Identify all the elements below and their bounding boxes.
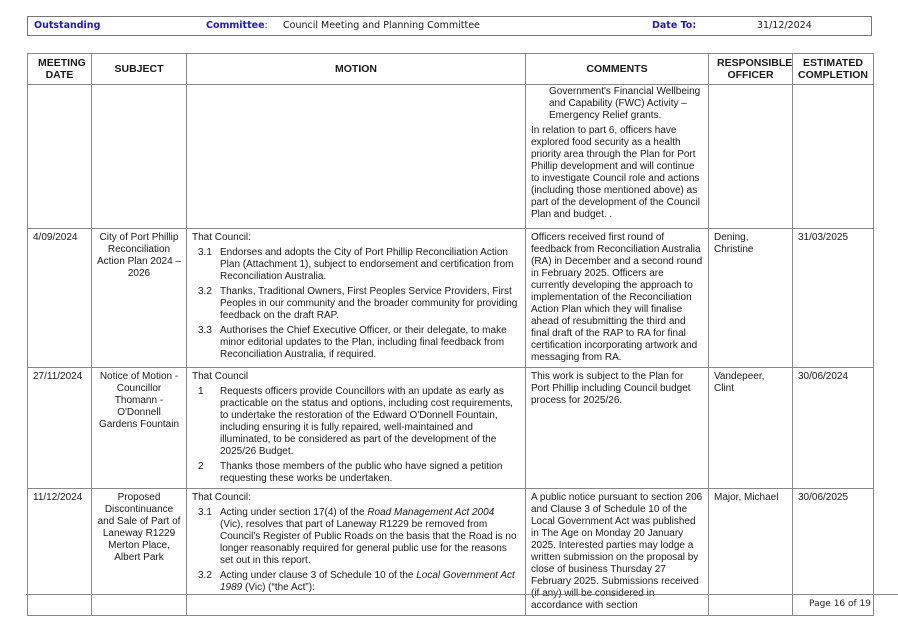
meeting-date-cell: 27/11/2024 (28, 368, 92, 489)
motion-intro: That Council (192, 371, 249, 382)
motion-intro: That Council: (192, 492, 251, 503)
comments-cell: Officers received first round of feedback from Reconciliation Australia (RA) in December and a second round in February 2025. Officers are currently developing the approach to implementation of the Reconciliation Action Plan which they will finalise ahead of resubmitting the third and final draft of the RAP to RA for final certification incorporating artwork and messaging from RA. (526, 229, 709, 368)
footer-divider (26, 594, 898, 595)
responsible-officer-cell: Dening, Christine (709, 229, 793, 368)
motion-cell (187, 229, 526, 368)
motion-item-text: Thanks those members of the public who have signed a petition requesting these works be undertaken. (220, 461, 503, 484)
responsible-officer-cell: Vandepeer, Clint (709, 368, 793, 489)
motion-item-number: 3.3 (198, 325, 212, 336)
motion-item (192, 461, 520, 485)
subject-cell: City of Port Phillip Reconciliation Action Plan 2024 – 2026 (92, 229, 187, 368)
motion-item-number: 3.2 (198, 570, 212, 581)
column-header-responsible-officer: RESPONSIBLE OFFICER (709, 54, 793, 85)
motion-item-number: 3.1 (198, 247, 212, 258)
meeting-date-cell: 11/12/2024 (28, 489, 92, 616)
motion-item-text: Authorises the Chief Executive Officer, or their delegate, to make minor editorial updates to the Plan, including final feedback from Reconciliation Australia, if required. (220, 325, 507, 360)
motion-item (192, 507, 520, 567)
column-header-meeting-date: MEETING DATE (28, 54, 92, 85)
motion-cell (187, 368, 526, 489)
table-row (28, 368, 874, 489)
responsible-officer-cell: Major, Michael (709, 489, 793, 616)
page-number: Page 16 of 19 (809, 599, 871, 609)
motion-item-number: 1 (198, 386, 204, 397)
motion-item-text: Endorses and adopts the City of Port Phillip Reconciliation Action Plan (Attachment 1), subject to endorsement and certification from Reconciliation Australia. (220, 247, 514, 282)
column-header-motion: MOTION (187, 54, 526, 85)
motion-item (192, 286, 520, 322)
motion-item-number: 3.2 (198, 286, 212, 297)
motion-text-post: (Vic) (“the Act”): (242, 582, 315, 593)
motion-text-pre: Acting under clause 3 of Schedule 10 of the (220, 570, 417, 581)
table-row (28, 489, 874, 616)
meeting-date-cell (28, 85, 92, 229)
table-row (28, 85, 874, 229)
act-name: Road Management Act 2004 (367, 507, 495, 518)
motion-item-text (220, 570, 520, 594)
column-header-subject: SUBJECT (92, 54, 187, 85)
motion-item-number: 2 (198, 461, 204, 472)
column-header-comments: COMMENTS (526, 54, 709, 85)
motion-item-text: Requests officers provide Councillors with an update as early as practicable on the status and options, including cost requirements, to undertake the restoration of the Edward O'Donnell Fountain, including ensuring it is fully repaired, well-maintained and illuminated, to be considered as part of the development of the 2025/26 Budget. (220, 386, 513, 457)
table-header-row (28, 54, 874, 85)
comment-paragraph: Government's Financial Wellbeing and Capability (FWC) Activity – Emergency Relief grants. (549, 86, 701, 121)
estimated-completion-cell: 31/03/2025 (793, 229, 874, 368)
column-header-estimated-completion: ESTIMATED COMPLETION (793, 54, 874, 85)
subject-cell: Notice of Motion - Councillor Thomann - O'Donnell Gardens Fountain (92, 368, 187, 489)
motion-item (192, 325, 520, 361)
motion-cell (187, 489, 526, 616)
estimated-completion-cell: 30/06/2024 (793, 368, 874, 489)
committee-label: Committee (206, 20, 265, 31)
committee-label-group (206, 20, 268, 31)
estimated-completion-cell: 30/06/2025 (793, 489, 874, 616)
motion-text-post: (Vic), resolves that part of Laneway R1229 be removed from Council's Register of Public Roads on the basis that the Road is no longer reasonably required for general public use for the reasons set out in this report. (220, 519, 517, 566)
motion-text-pre: Acting under section 17(4) of the (220, 507, 368, 518)
status-label: Outstanding (34, 20, 101, 31)
meeting-date-cell: 4/09/2024 (28, 229, 92, 368)
motion-item (192, 570, 520, 594)
motion-item (192, 247, 520, 283)
outstanding-actions-table (27, 53, 874, 616)
subject-cell: Proposed Discontinuance and Sale of Part of Laneway R1229 Merton Place, Albert Park (92, 489, 187, 616)
committee-value: Council Meeting and Planning Committee (283, 20, 480, 31)
comments-cell: A public notice pursuant to section 206 and Clause 3 of Schedule 10 of the Local Government Act was published in The Age on Monday 20 January 2025. Interested parties may lodge a written submission on the proposal by close of business Thursday 27 February 2025. Submissions received (if any) will be considered in accordance with section (526, 489, 709, 616)
motion-item-number: 3.1 (198, 507, 212, 518)
responsible-officer-cell (709, 85, 793, 229)
motion-item (192, 386, 520, 458)
motion-item-text (220, 507, 520, 567)
comment-paragraph: In relation to part 6, officers have explored food security as a health priority area through the Plan for Port Phillip development and will continue to investigate Council role and actions (including those mentioned above) as part of the development of the Council Plan and budget. . (531, 125, 700, 220)
comments-cell: This work is subject to the Plan for Port Phillip including Council budget process for 2025/26. (526, 368, 709, 489)
table-row (28, 229, 874, 368)
subject-cell (92, 85, 187, 229)
estimated-completion-cell (793, 85, 874, 229)
comments-cell (526, 85, 709, 229)
motion-item-text: Thanks, Traditional Owners, First Peoples Service Providers, First Peoples in our community and the broader community for providing feedback on the draft RAP. (220, 286, 518, 321)
report-filter-bar (27, 16, 872, 36)
committee-colon: : (264, 20, 268, 31)
date-to-label: Date To: (652, 20, 697, 31)
act-name: Local Government Act 1989 (220, 570, 515, 593)
motion-intro: That Council: (192, 232, 251, 243)
motion-cell (187, 85, 526, 229)
date-to-value: 31/12/2024 (757, 20, 812, 31)
